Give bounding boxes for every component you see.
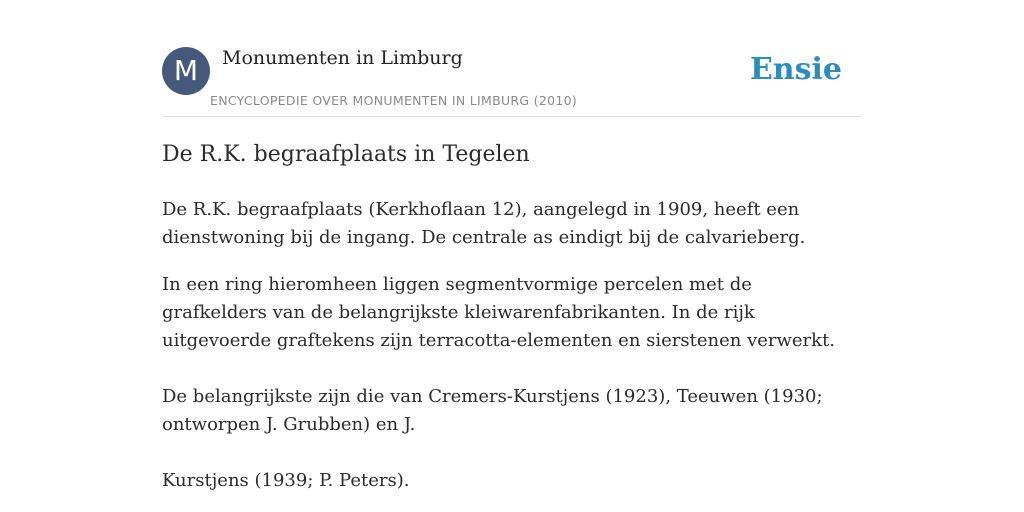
article-paragraph: De belangrijkste zijn die van Cremers-Kurstjens (1923), Teeuwen (1930; ontworpen J. Grubben) en J. — [162, 386, 823, 435]
ensie-logo-link[interactable]: Ensie — [749, 52, 842, 87]
article-paragraph: De R.K. begraafplaats (Kerkhoflaan 12), aangelegd in 1909, heeft een dienstwoning bij de ingang. De centrale as eindigt bij de calvarieberg. — [162, 199, 806, 248]
article-content — [162, 140, 862, 512]
source-subtitle: ENCYCLOPEDIE OVER MONUMENTEN IN LIMBURG (2010) — [210, 93, 578, 108]
article-paragraph: Kurstjens (1939; P. Peters). — [162, 470, 410, 491]
article-paragraph: In een ring hieromheen liggen segmentvormige percelen met de grafkelders van de belangrijkste kleiwarenfabrikanten. In de rijk uitgevoerde graftekens zijn terracotta-elementen en sierstenen verwerkt. — [162, 274, 836, 351]
source-header — [162, 46, 862, 117]
article-title: De R.K. begraafplaats in Tegelen — [162, 142, 530, 167]
avatar: M — [162, 47, 210, 95]
source-title-link[interactable]: Monumenten in Limburg — [222, 47, 463, 69]
